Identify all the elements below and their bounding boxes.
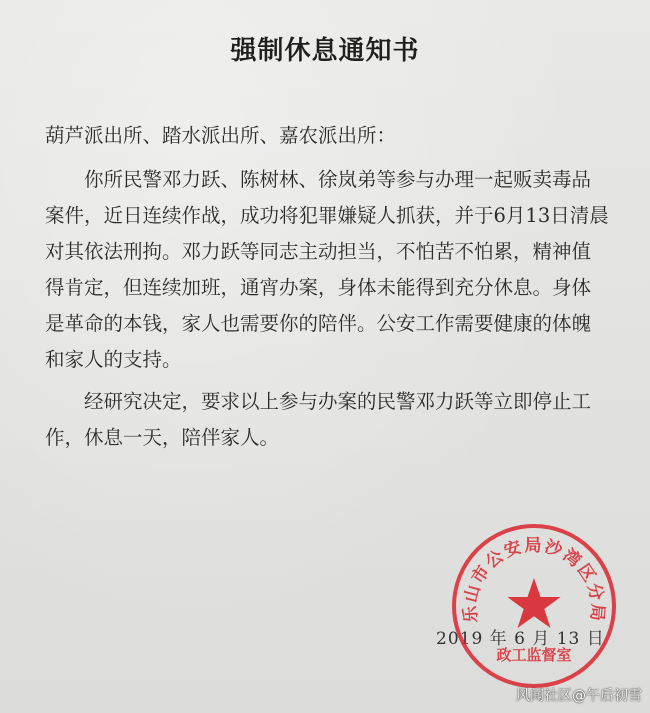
body-paragraph-1: 你所民警邓力跃、陈树林、徐岚弟等参与办理一起贩卖毒品案件，近日连续作战，成功将犯罪嫌疑人抓获，并于6月13日清晨对其依法刑拘。邓力跃等同志主动担当，不怕苦不怕累，精神值得肯定，但连续加班，通宵办案，身体未能得到充分休息。身体是革命的本钱，家人也需要你的陪伴。公安工作需要健康的体魄和家人的支持。 [45, 168, 609, 371]
seal-outer-text: 乐山市公安局沙湾区分局 [460, 535, 608, 624]
seal-star-icon [507, 578, 560, 628]
body-paragraph-2: 经研究决定，要求以上参与办案的民警邓力跃等立即停止工作，休息一天，陪伴家人。 [45, 390, 592, 449]
document-body [45, 118, 610, 456]
watermark: 风闻社区@午后初雪 [516, 688, 642, 704]
issue-date: 2019 年 6 月 13 日 [436, 629, 605, 649]
addressee-line: 葫芦派出所、踏水派出所、嘉农派出所： [45, 124, 397, 147]
seal-graphic [448, 520, 620, 692]
document-title: 强制休息通知书 [230, 36, 420, 66]
official-seal [448, 520, 620, 692]
seal-inner-text: 政工监督室 [496, 646, 572, 664]
